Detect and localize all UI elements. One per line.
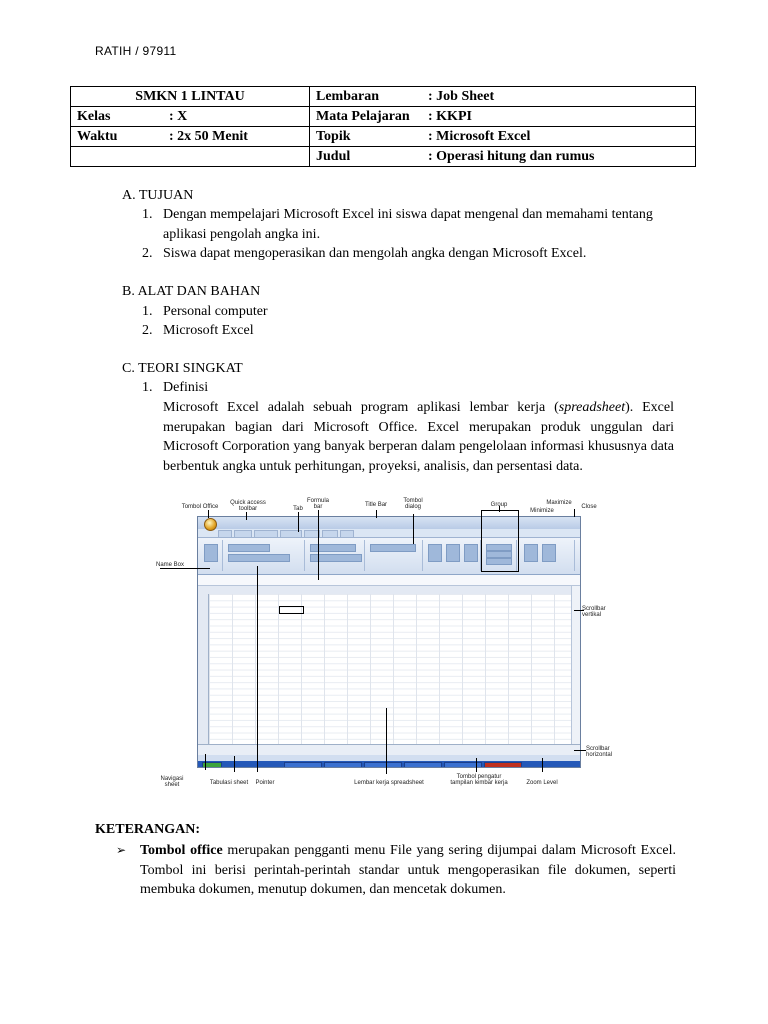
header-table: [70, 86, 696, 167]
label-scrollbar-vertikal: Scrollbar vertikal: [582, 606, 606, 618]
label-minimize: Minimize: [530, 508, 554, 514]
section-alat-heading: B. ALAT DAN BAHAN: [122, 284, 261, 299]
empty-cell: [71, 147, 310, 167]
label-scrollbar-horizontal: Scrollbar horizontal: [586, 746, 613, 758]
author-line: RATIH / 97911: [95, 44, 177, 58]
arrow-bullet-icon: ➢: [116, 843, 127, 857]
keterangan-title: KETERANGAN:: [95, 822, 201, 837]
label-tabulasi-sheet: Tabulasi sheet: [209, 780, 249, 786]
ribbon-tabs: [198, 529, 580, 538]
label-tab: Tab: [293, 506, 303, 512]
label-quick-access: Quick access toolbar: [230, 500, 266, 512]
label-tombol-office: Tombol Office: [181, 504, 219, 510]
topik-cell: Topik : Microsoft Excel: [310, 127, 696, 147]
label-close: Close: [581, 504, 597, 510]
lembaran-cell: Lembaran : Job Sheet: [310, 87, 696, 107]
judul-cell: Judul : Operasi hitung dan rumus: [310, 147, 696, 167]
label-title-bar: Title Bar: [364, 502, 388, 508]
waktu-cell: Waktu : 2x 50 Menit: [71, 127, 310, 147]
section-tujuan-heading: A. TUJUAN: [122, 188, 194, 203]
label-group: Group: [490, 502, 508, 508]
kelas-cell: Kelas : X: [71, 107, 310, 127]
label-lembar-kerja: Lembar kerja spreadsheet: [354, 780, 424, 786]
office-button-icon: [204, 518, 217, 531]
active-cell: [279, 606, 304, 614]
section-teori-heading: C. TEORI SINGKAT: [122, 361, 243, 376]
excel-screenshot-figure: [150, 496, 613, 796]
label-tombol-pengatur: Tombol pengatur tampilan lembar kerja: [450, 774, 508, 786]
list-item: 1. Personal computer: [142, 304, 268, 319]
list-item: 1. Dengan mempelajari Microsoft Excel ini siswa dapat mengenal dan memahami tentang aplikasi pengolah angka ini.: [142, 207, 653, 242]
taskbar: [198, 761, 580, 767]
row-headers: [198, 594, 209, 745]
mapel-cell: Mata Pelajaran : KKPI: [310, 107, 696, 127]
formula-bar: [198, 575, 580, 586]
group-highlight: [481, 510, 519, 572]
sheet-tabs: [198, 744, 580, 755]
list-item: 2. Siswa dapat mengoperasikan dan mengolah angka dengan Microsoft Excel.: [142, 246, 587, 261]
worksheet-grid: [209, 594, 572, 745]
ribbon: [198, 538, 580, 575]
label-name-box: Name Box: [155, 562, 184, 568]
label-tombol-dialog: Tombol dialog: [403, 498, 423, 510]
school-cell: SMKN 1 LINTAU: [71, 87, 310, 107]
title-bar: [198, 517, 580, 529]
label-pointer: Pointer: [255, 780, 275, 786]
list-item: 1. Definisi: [142, 380, 209, 395]
label-navigasi-sheet: Navigasi sheet: [160, 776, 184, 788]
label-formula-bar: Formula bar: [306, 498, 329, 510]
label-zoom-level: Zoom Level: [526, 780, 558, 786]
label-maximize: Maximize: [546, 500, 572, 506]
list-item: 2. Microsoft Excel: [142, 323, 254, 338]
definisi-paragraph: Microsoft Excel adalah sebuah program aplikasi lembar kerja (spreadsheet). Excel merupakan bagian dari Microsoft Office. Excel merupakan produk unggulan dari Microsoft Corporation yang banyak berperan dalam pengelolaan informasi khususnya data berbentuk angka untuk perhitungan, proyeksi, analisis, dan persentasi data.: [163, 400, 675, 474]
keterangan-item: ➢ Tombol office merupakan pengganti menu File yang sering dijumpai dalam Microsoft Excel. Tombol ini berisi perintah-perintah standar untuk mengoperasikan file dokumen, seperti membuka dokumen, menutup dokumen, dan mencetak dokumen.: [116, 843, 676, 898]
excel-window: [197, 516, 581, 768]
